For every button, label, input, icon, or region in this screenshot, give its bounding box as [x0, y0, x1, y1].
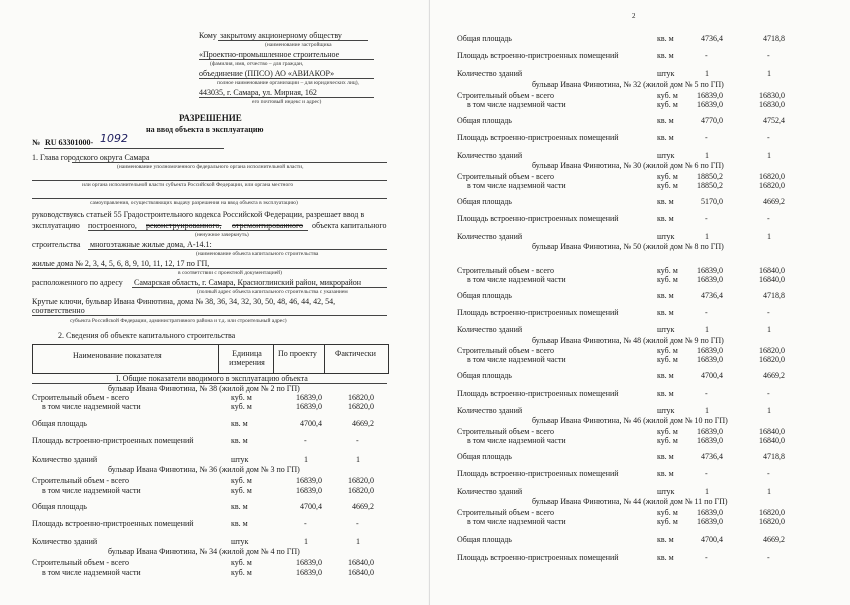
document-title: РАЗРЕШЕНИЕ — [179, 113, 242, 123]
area-actual-2: 4718,8 — [763, 34, 785, 43]
built-in-actual-3: - — [767, 133, 770, 142]
document-subtitle: на ввод объекта в эксплуатацию — [146, 125, 264, 134]
volume-actual-7: 16840,0 — [759, 427, 785, 436]
built-in-unit-3: кв. м — [657, 133, 674, 142]
above-actual-2: 16840,0 — [348, 568, 374, 577]
volume-label-8: Строительный объем - всего — [457, 508, 555, 517]
count-label-6: Количество зданий — [457, 406, 523, 415]
area-label-5: Общая площадь — [457, 291, 512, 300]
built-in-label-8: Площадь встроенно-пристроенных помещений — [457, 553, 619, 562]
area-actual-1: 4669,2 — [352, 502, 374, 511]
above-actual-3: 16830,0 — [759, 100, 785, 109]
built-in-project-0: - — [304, 436, 307, 445]
permit-number: RU 63301000- — [45, 138, 94, 147]
authority-hint-1: (наименование уполномоченного федерального органа исполнительной власти, — [117, 164, 304, 170]
count-label-0: Количество зданий — [32, 455, 98, 464]
area-label-3: Общая площадь — [457, 116, 512, 125]
houses-list: жилые дома № 2, 3, 4, 5, 6, 8, 9, 10, 11, 12, 17 по ГП, — [32, 259, 210, 268]
col-project: По проекту — [278, 349, 317, 358]
built-in-label-6: Площадь встроенно-пристроенных помещений — [457, 389, 619, 398]
addressee-org: «Проектно-промышленное строительное — [199, 50, 340, 59]
addressee-org-hint: (фамилия, имя, отчество – для граждан, — [210, 61, 304, 67]
area-project-7: 4736,4 — [701, 452, 723, 461]
built-in-actual-6: - — [767, 389, 770, 398]
volume-project-8: 16839,0 — [697, 508, 723, 517]
object-name: многоэтажные жилые дома, А-14.1: — [90, 240, 212, 249]
count-unit-5: штук — [657, 325, 675, 334]
count-unit-7: штук — [657, 487, 675, 496]
area-actual-7: 4718,8 — [763, 452, 785, 461]
addressee-value: закрытому акционерному обществу — [220, 31, 342, 40]
count-project-4: 1 — [705, 232, 709, 241]
object-name-hint: (наименование объекта капитального строительства — [196, 251, 319, 257]
statement-repaired: отремонтированного — [232, 221, 304, 230]
area-label-0: Общая площадь — [32, 419, 87, 428]
volume-label-7: Строительный объем - всего — [457, 427, 555, 436]
count-unit-3: штук — [657, 151, 675, 160]
count-actual-6: 1 — [767, 406, 771, 415]
above-unit-6: куб. м — [657, 355, 678, 364]
above-label-0: в том числе надземной части — [42, 402, 141, 411]
count-project-0: 1 — [304, 455, 308, 464]
built-in-unit-2: кв. м — [657, 51, 674, 60]
page-2 — [429, 0, 850, 605]
area-label-7: Общая площадь — [457, 452, 512, 461]
count-label-4: Количество зданий — [457, 232, 523, 241]
area-unit-7: кв. м — [657, 452, 674, 461]
volume-actual-4: 16820,0 — [759, 172, 785, 181]
above-actual-7: 16840,0 — [759, 436, 785, 445]
count-actual-0: 1 — [356, 455, 360, 464]
volume-project-6: 16839,0 — [697, 346, 723, 355]
volume-actual-8: 16820,0 — [759, 508, 785, 517]
built-in-actual-1: - — [356, 519, 359, 528]
above-actual-0: 16820,0 — [348, 402, 374, 411]
area-label-2: Общая площадь — [457, 34, 512, 43]
address-label: расположенного по адресу — [32, 278, 123, 287]
area-project-3: 4770,0 — [701, 116, 723, 125]
volume-unit-8: куб. м — [657, 508, 678, 517]
authority-hint-3: самоуправления, осуществляющих выдачу разрешения на ввод объекта в эксплуатацию) — [90, 200, 298, 206]
count-actual-4: 1 — [767, 232, 771, 241]
volume-project-3: 16839,0 — [697, 91, 723, 100]
volume-label-5: Строительный объем - всего — [457, 266, 555, 275]
built-in-unit-0: кв. м — [231, 436, 248, 445]
house-title-4: бульвар Ивана Финютина, № 30 (жилой дом № 6 по ГП) — [532, 161, 724, 170]
col-actual: Фактически — [335, 349, 376, 358]
house-title-2: бульвар Ивана Финютина, № 34 (жилой дом № 4 по ГП) — [108, 547, 300, 556]
volume-label-3: Строительный объем - всего — [457, 91, 555, 100]
area-label-1: Общая площадь — [32, 502, 87, 511]
above-label-8: в том числе надземной части — [467, 517, 566, 526]
above-label-7: в том числе надземной части — [467, 436, 566, 445]
count-project-6: 1 — [705, 406, 709, 415]
above-actual-8: 16820,0 — [759, 517, 785, 526]
area-label-8: Общая площадь — [457, 535, 512, 544]
section-2-heading: 2. Сведения об объекте капитального строительства — [58, 331, 236, 340]
volume-label-6: Строительный объем - всего — [457, 346, 555, 355]
count-label-1: Количество зданий — [32, 537, 98, 546]
volume-unit-6: куб. м — [657, 346, 678, 355]
count-project-2: 1 — [705, 69, 709, 78]
volume-project-5: 16839,0 — [697, 266, 723, 275]
area-unit-3: кв. м — [657, 116, 674, 125]
volume-label-4: Строительный объем - всего — [457, 172, 555, 181]
volume-actual-3: 16830,0 — [759, 91, 785, 100]
above-project-4: 18850,2 — [697, 181, 723, 190]
addressee-hint: (наименование застройщика — [265, 42, 332, 48]
above-unit-4: куб. м — [657, 181, 678, 190]
volume-actual-0: 16820,0 — [348, 393, 374, 402]
area-actual-8: 4669,2 — [763, 535, 785, 544]
col-name: Наименование показателя — [73, 351, 162, 360]
area-actual-6: 4669,2 — [763, 371, 785, 380]
built-in-project-4: - — [705, 214, 708, 223]
above-unit-2: куб. м — [231, 568, 252, 577]
count-unit-4: штук — [657, 232, 675, 241]
built-in-project-1: - — [304, 519, 307, 528]
volume-unit-7: куб. м — [657, 427, 678, 436]
area-project-8: 4700,4 — [701, 535, 723, 544]
built-in-unit-5: кв. м — [657, 308, 674, 317]
addressee-address: 443035, г. Самара, ул. Мирная, 162 — [199, 88, 317, 97]
above-unit-5: куб. м — [657, 275, 678, 284]
area-unit-4: кв. м — [657, 197, 674, 206]
addressee-label: Кому — [199, 31, 217, 40]
count-actual-7: 1 — [767, 487, 771, 496]
count-label-7: Количество зданий — [457, 487, 523, 496]
area-actual-3: 4752,4 — [763, 116, 785, 125]
area-project-6: 4700,4 — [701, 371, 723, 380]
house-title-7: бульвар Ивана Финютина, № 46 (жилой дом № 10 по ГП) — [532, 416, 728, 425]
volume-actual-1: 16820,0 — [348, 476, 374, 485]
col-unit: Единица измерения — [229, 349, 265, 367]
above-label-3: в том числе надземной части — [467, 100, 566, 109]
count-label-2: Количество зданий — [457, 69, 523, 78]
house-title-5: бульвар Ивана Финютина, № 50 (жилой дом № 8 по ГП) — [532, 242, 724, 251]
count-label-5: Количество зданий — [457, 325, 523, 334]
permit-number-handwritten: 1092 — [100, 132, 128, 145]
area-unit-0: кв. м — [231, 419, 248, 428]
above-actual-5: 16840,0 — [759, 275, 785, 284]
count-unit-1: штук — [231, 537, 249, 546]
built-in-label-1: Площадь встроенно-пристроенных помещений — [32, 519, 194, 528]
built-in-unit-4: кв. м — [657, 214, 674, 223]
address-continuation: Крутые ключи, бульвар Ивана Финютина, дома № 38, 36, 34, 32, 30, 50, 48, 46, 44, 42, 54, — [32, 297, 336, 306]
volume-project-7: 16839,0 — [697, 427, 723, 436]
built-in-project-3: - — [705, 133, 708, 142]
area-project-4: 5170,0 — [701, 197, 723, 206]
volume-project-4: 18850,2 — [697, 172, 723, 181]
area-project-1: 4700,4 — [300, 502, 322, 511]
area-unit-8: кв. м — [657, 535, 674, 544]
above-label-6: в том числе надземной части — [467, 355, 566, 364]
indicators-table-header — [32, 344, 389, 374]
area-actual-5: 4718,8 — [763, 291, 785, 300]
count-unit-0: штук — [231, 455, 249, 464]
section-general: I. Общие показатели вводимого в эксплуатацию объекта — [116, 374, 308, 383]
addressee-address-hint: его почтовый индекс и адрес) — [252, 99, 322, 105]
above-project-7: 16839,0 — [697, 436, 723, 445]
strike-hint: (ненужное зачеркнуть) — [195, 232, 249, 238]
above-actual-4: 16820,0 — [759, 181, 785, 190]
volume-label-2: Строительный объем - всего — [32, 558, 130, 567]
built-in-unit-6: кв. м — [657, 389, 674, 398]
area-actual-0: 4669,2 — [352, 419, 374, 428]
statement-construction: строительства — [32, 240, 81, 249]
count-actual-1: 1 — [356, 537, 360, 546]
count-actual-5: 1 — [767, 325, 771, 334]
above-project-2: 16839,0 — [296, 568, 322, 577]
above-actual-6: 16820,0 — [759, 355, 785, 364]
area-project-2: 4736,4 — [701, 34, 723, 43]
built-in-project-2: - — [705, 51, 708, 60]
area-actual-4: 4669,2 — [763, 197, 785, 206]
statement-object: объекта капитального — [312, 221, 387, 230]
area-project-0: 4700,4 — [300, 419, 322, 428]
area-unit-5: кв. м — [657, 291, 674, 300]
volume-label-0: Строительный объем - всего — [32, 393, 130, 402]
volume-project-1: 16839,0 — [296, 476, 322, 485]
area-project-5: 4736,4 — [701, 291, 723, 300]
addressee-org-hint-2: полное наименование организации – для юридических лиц), — [217, 80, 359, 86]
above-label-1: в том числе надземной части — [42, 486, 141, 495]
built-in-actual-8: - — [767, 553, 770, 562]
volume-actual-2: 16840,0 — [348, 558, 374, 567]
volume-unit-3: куб. м — [657, 91, 678, 100]
built-in-actual-0: - — [356, 436, 359, 445]
authority-hint-2: или органа исполнительной власти субъекта Российской Федерации, или органа местного — [82, 182, 294, 188]
above-project-1: 16839,0 — [296, 486, 322, 495]
volume-label-1: Строительный объем - всего — [32, 476, 130, 485]
built-in-project-8: - — [705, 553, 708, 562]
count-project-1: 1 — [304, 537, 308, 546]
built-in-actual-2: - — [767, 51, 770, 60]
statement-line-1: руководствуясь статьей 55 Градостроительного кодекса Российской Федерации, разрешает ввод в — [32, 210, 365, 219]
above-project-0: 16839,0 — [296, 402, 322, 411]
volume-unit-2: куб. м — [231, 558, 252, 567]
count-project-3: 1 — [705, 151, 709, 160]
above-label-4: в том числе надземной части — [467, 181, 566, 190]
above-label-5: в том числе надземной части — [467, 275, 566, 284]
address-respectively: соответственно — [32, 306, 85, 315]
statement-built: построенного, — [88, 221, 137, 230]
above-unit-0: куб. м — [231, 402, 252, 411]
built-in-actual-5: - — [767, 308, 770, 317]
above-unit-8: куб. м — [657, 517, 678, 526]
volume-unit-1: куб. м — [231, 476, 252, 485]
statement-word-exploitation: эксплуатацию — [32, 221, 80, 230]
area-unit-1: кв. м — [231, 502, 248, 511]
built-in-label-0: Площадь встроенно-пристроенных помещений — [32, 436, 194, 445]
built-in-project-5: - — [705, 308, 708, 317]
above-project-3: 16839,0 — [697, 100, 723, 109]
above-project-8: 16839,0 — [697, 517, 723, 526]
built-in-label-3: Площадь встроенно-пристроенных помещений — [457, 133, 619, 142]
built-in-label-7: Площадь встроенно-пристроенных помещений — [457, 469, 619, 478]
count-actual-2: 1 — [767, 69, 771, 78]
built-in-unit-1: кв. м — [231, 519, 248, 528]
volume-project-0: 16839,0 — [296, 393, 322, 402]
built-in-actual-4: - — [767, 214, 770, 223]
above-label-2: в том числе надземной части — [42, 568, 141, 577]
built-in-unit-7: кв. м — [657, 469, 674, 478]
volume-project-2: 16839,0 — [296, 558, 322, 567]
area-label-6: Общая площадь — [457, 371, 512, 380]
subject-hint: субъекта Российской Федерации, административного района и т.д. или строительный адрес) — [70, 318, 287, 324]
authority-item: 1. Глава городского округа Самара — [32, 153, 150, 162]
house-title-0: бульвар Ивана Финютина, № 38 (жилой дом № 2 по ГП) — [108, 384, 300, 393]
count-unit-2: штук — [657, 69, 675, 78]
address-hint: (полный адрес объекта капитального строительства с указанием — [197, 289, 348, 295]
built-in-project-7: - — [705, 469, 708, 478]
above-unit-7: куб. м — [657, 436, 678, 445]
house-title-1: бульвар Ивана Финютина, № 36 (жилой дом № 3 по ГП) — [108, 465, 300, 474]
above-unit-3: куб. м — [657, 100, 678, 109]
page-number: 2 — [632, 12, 636, 20]
built-in-label-2: Площадь встроенно-пристроенных помещений — [457, 51, 619, 60]
built-in-label-4: Площадь встроенно-пристроенных помещений — [457, 214, 619, 223]
built-in-actual-7: - — [767, 469, 770, 478]
house-title-3: бульвар Ивана Финютина, № 32 (жилой дом № 5 по ГП) — [532, 80, 724, 89]
count-actual-3: 1 — [767, 151, 771, 160]
house-title-8: бульвар Ивана Финютина, № 44 (жилой дом № 11 по ГП) — [532, 497, 728, 506]
volume-unit-5: куб. м — [657, 266, 678, 275]
count-project-7: 1 — [705, 487, 709, 496]
statement-reconstructed: реконструированного, — [146, 221, 222, 230]
volume-actual-5: 16840,0 — [759, 266, 785, 275]
built-in-unit-8: кв. м — [657, 553, 674, 562]
above-project-5: 16839,0 — [697, 275, 723, 284]
volume-unit-0: куб. м — [231, 393, 252, 402]
above-unit-1: куб. м — [231, 486, 252, 495]
house-title-6: бульвар Ивана Финютина, № 48 (жилой дом № 9 по ГП) — [532, 336, 724, 345]
addressee-org-2: объединение (ППСО) АО «АВИАКОР» — [199, 69, 335, 78]
above-actual-1: 16820,0 — [348, 486, 374, 495]
count-unit-6: штук — [657, 406, 675, 415]
project-doc-hint: в соответствии с проектной документацией) — [178, 270, 282, 276]
volume-actual-6: 16820,0 — [759, 346, 785, 355]
built-in-project-6: - — [705, 389, 708, 398]
area-unit-6: кв. м — [657, 371, 674, 380]
built-in-label-5: Площадь встроенно-пристроенных помещений — [457, 308, 619, 317]
volume-unit-4: куб. м — [657, 172, 678, 181]
number-label: № — [32, 138, 41, 147]
area-label-4: Общая площадь — [457, 197, 512, 206]
count-project-5: 1 — [705, 325, 709, 334]
above-project-6: 16839,0 — [697, 355, 723, 364]
area-unit-2: кв. м — [657, 34, 674, 43]
count-label-3: Количество зданий — [457, 151, 523, 160]
object-address: Самарская область, г. Самара, Красноглинский район, микрорайон — [134, 278, 362, 287]
